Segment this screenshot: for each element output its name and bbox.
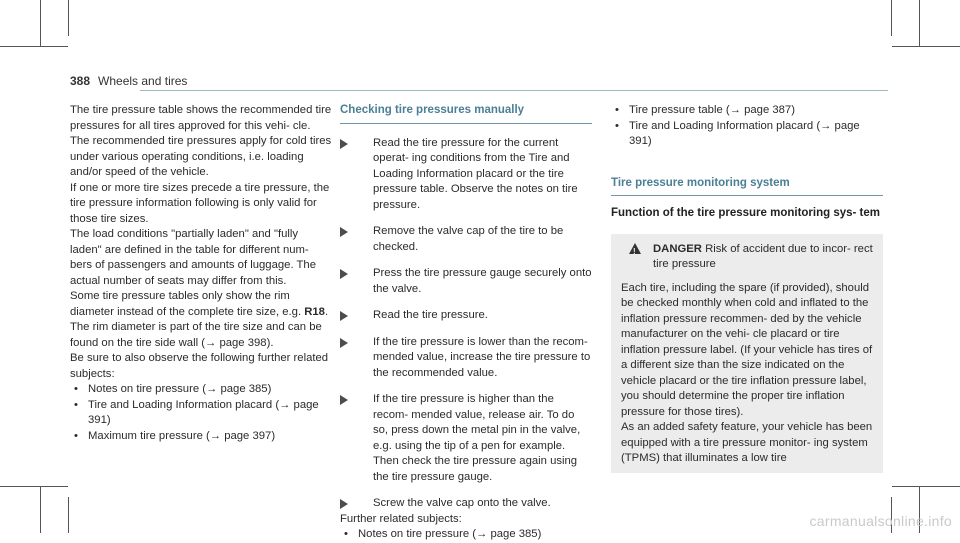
- step: [340, 136, 592, 214]
- watermark: carmanualsonline.info: [809, 513, 952, 529]
- step: [340, 308, 592, 324]
- related-link[interactable]: • Notes on tire pressure (→ page 385): [340, 527, 592, 543]
- step: [340, 335, 592, 382]
- step-text: Read the tire pressure.: [373, 309, 488, 321]
- step-text: Press the tire pressure gauge securely onto the valve.: [373, 267, 592, 295]
- step-arrow-icon: [340, 338, 348, 348]
- danger-text: Each tire, including the spare (if provided), should be checked monthly when cold and inflated to the inflation pressure recommen- ded by the vehicle manufacturer on the vehi- cle placard or tire inflation pressure label. (If your vehicle has tires of a different size than the size indicated on the vehicle placard or the tire inflation pressure label, you should determine the proper tire inflation pressure for those tires).: [621, 281, 873, 418]
- paragraph: The load conditions "partially laden" and "fully laden" are defined in the table for different num- bers of passengers and amounts of luggage. The actual number of seats may differ from this.: [70, 228, 316, 287]
- related-link[interactable]: • Maximum tire pressure (→ page 397): [70, 429, 332, 445]
- paragraph-text: Some tire pressure tables only show the rim diameter instead of the complete tire size, e.g.: [70, 290, 302, 318]
- crop-mark: [0, 46, 68, 47]
- step-text: If the tire pressure is higher than the recom- mended value, release air. To do so, press down the metal pin in the valve, e.g. using the tip of a pen for example. Then check the tire pressure again using the tire pressure gauge.: [373, 393, 581, 483]
- step-arrow-icon: [340, 499, 348, 509]
- paragraph: Further related subjects:: [340, 512, 462, 525]
- paragraph: The tire pressure table shows the recommended tire pressures for all tires approved for this vehi- cle. The recommended tire pressures apply for cold tires under various operating conditions, i.e. loading and/or speed of the vehicle.: [70, 104, 332, 178]
- subheading: Function of the tire pressure monitoring sys- tem: [611, 207, 881, 219]
- crop-mark: [40, 0, 41, 46]
- crop-mark: [892, 486, 960, 487]
- step-arrow-icon: [340, 269, 348, 279]
- step-text: Read the tire pressure for the current operat- ing conditions from the Tire and Loading Information placard or the tire pressure table. Observe the notes on tire pressure.: [373, 136, 578, 211]
- step-arrow-icon: [340, 139, 348, 149]
- danger-box: [611, 234, 883, 473]
- danger-header: [621, 242, 873, 273]
- related-link[interactable]: • Notes on tire pressure (→ page 385): [70, 382, 332, 398]
- section-title: Wheels and tires: [98, 74, 188, 88]
- crop-mark: [40, 487, 41, 533]
- step-arrow-icon: [340, 395, 348, 405]
- danger-text: As an added safety feature, your vehicle has been equipped with a tire pressure monitor- ing system (TPMS) that illuminates a low tire: [621, 421, 873, 464]
- warning-triangle-icon: [629, 243, 641, 254]
- header-rule: [140, 90, 888, 91]
- step-text: Remove the valve cap of the tire to be checked.: [373, 225, 564, 253]
- crop-mark: [891, 0, 892, 36]
- step-arrow-icon: [340, 311, 348, 321]
- related-link[interactable]: • Tire and Loading Information placard (→ page 391): [611, 119, 883, 150]
- danger-label: DANGER: [653, 242, 702, 255]
- related-list: [611, 103, 883, 150]
- danger-title: Risk of accident due to incor- rect tire pressure: [653, 242, 873, 270]
- paragraph: [70, 289, 332, 351]
- related-link[interactable]: • Tire pressure table (→ page 387): [611, 103, 883, 119]
- related-list: [70, 382, 332, 444]
- paragraph: Be sure to also observe the following further related subjects:: [70, 352, 329, 380]
- page-number: 388: [70, 74, 91, 88]
- crop-mark: [68, 497, 69, 533]
- rim-code: R18: [304, 305, 325, 318]
- paragraph: If one or more tire sizes precede a tire pressure, the tire pressure information following is only valid for those tire sizes.: [70, 181, 330, 225]
- related-list: [340, 527, 592, 543]
- crop-mark: [68, 0, 69, 36]
- crop-mark: [892, 46, 960, 47]
- step: [340, 224, 592, 255]
- step-text: Screw the valve cap onto the valve.: [373, 497, 551, 509]
- step-text: If the tire pressure is lower than the recom- mended value, increase the tire pressure to the recommended value.: [373, 335, 591, 379]
- paragraph-text: . The rim diameter is part of the tire size and can be found on the tire side wall (→ page 398).: [70, 305, 329, 349]
- step: [340, 496, 592, 512]
- step: [340, 266, 592, 297]
- column-right: [611, 103, 883, 473]
- section-heading: Tire pressure monitoring system: [611, 176, 790, 189]
- column-left: [70, 103, 332, 444]
- step-arrow-icon: [340, 227, 348, 237]
- related-link[interactable]: • Tire and Loading Information placard (→ page 391): [70, 398, 332, 429]
- section-heading: Checking tire pressures manually: [340, 104, 525, 116]
- crop-mark: [0, 486, 68, 487]
- step: [340, 392, 592, 485]
- column-middle: [340, 103, 592, 543]
- crop-mark: [919, 0, 920, 46]
- page-header: [70, 74, 187, 88]
